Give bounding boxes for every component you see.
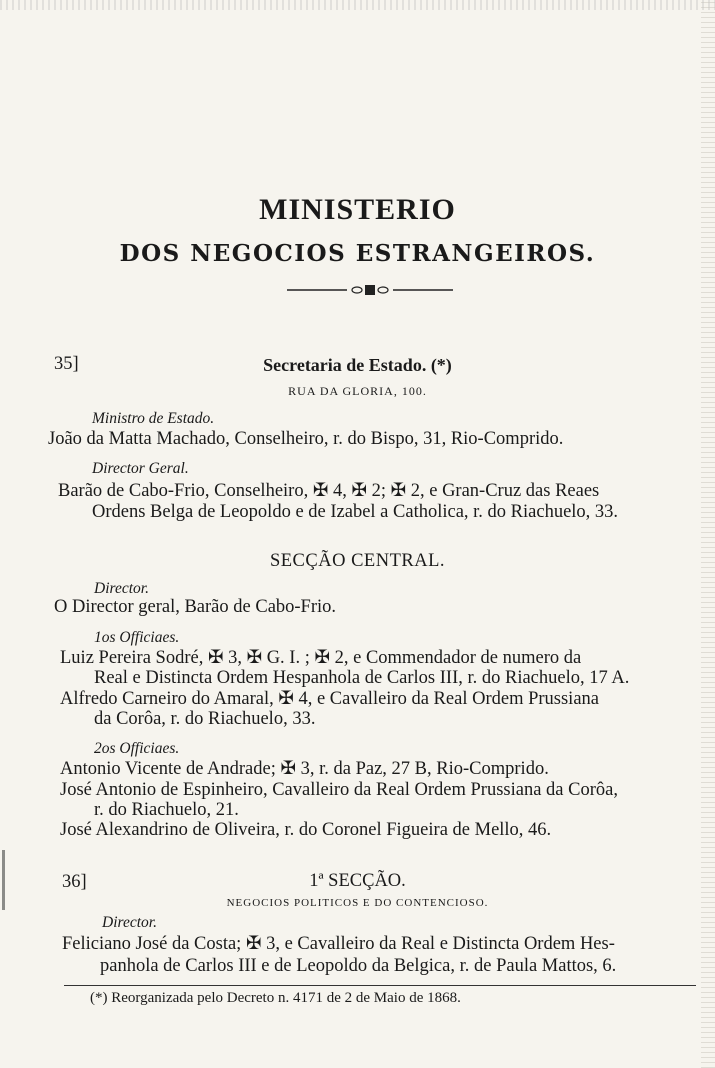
officiaes-1-label: 1os Officiaes. xyxy=(94,629,180,646)
section-address: RUA DA GLORIA, 100. xyxy=(288,384,427,398)
officiaes-1-entry-line: Alfredo Carneiro do Amaral, ✠ 4, e Cavalleiro da Real Ordem Prussiana xyxy=(60,689,599,709)
section-number: 36] xyxy=(62,872,87,892)
officiaes-1-entry-line: Luiz Pereira Sodré, ✠ 3, ✠ G. I. ; ✠ 2, e Commendador de numero da xyxy=(60,648,582,668)
officiaes-1-entry-line: da Corôa, r. do Riachuelo, 33. xyxy=(94,709,316,729)
page-edge-top xyxy=(0,0,715,10)
ministro-entry: João da Matta Machado, Conselheiro, r. do Bispo, 31, Rio-Comprido. xyxy=(48,429,564,449)
officiaes-2-entry-line: José Alexandrino de Oliveira, r. do Coronel Figueira de Mello, 46. xyxy=(60,820,552,840)
officiaes-2-entry-line: r. do Riachuelo, 21. xyxy=(94,800,239,820)
section-subheading: NEGOCIOS POLITICOS E DO CONTENCIOSO. xyxy=(226,897,489,909)
ministro-label: Ministro de Estado. xyxy=(92,410,215,427)
footnote-rule xyxy=(64,985,696,986)
director-geral-label: Director Geral. xyxy=(92,460,189,477)
section-number: 35] xyxy=(54,354,79,374)
officiaes-2-entry-line: José Antonio de Espinheiro, Cavalleiro da Real Ordem Prussiana da Corôa, xyxy=(60,780,618,800)
page-subtitle: DOS NEGOCIOS ESTRANGEIROS. xyxy=(119,240,596,267)
central-director-entry: O Director geral, Barão de Cabo-Frio. xyxy=(54,597,337,617)
officiaes-2-label: 2os Officiaes. xyxy=(94,740,180,757)
central-director-label: Director. xyxy=(94,580,149,597)
section-heading: Secretaria de Estado. (*) xyxy=(263,355,452,375)
section2-director-label: Director. xyxy=(102,914,157,931)
section2-director-entry-line1: Feliciano José da Costa; ✠ 3, e Cavalleiro da Real e Distincta Ordem Hes- xyxy=(62,934,615,954)
officiaes-2-entry-line: Antonio Vicente de Andrade; ✠ 3, r. da Paz, 27 B, Rio-Comprido. xyxy=(60,759,549,779)
section2-director-entry-line2: panhola de Carlos III e de Leopoldo da Belgica, r. de Paula Mattos, 6. xyxy=(100,956,617,976)
officiaes-1-entry-line: Real e Distincta Ordem Hespanhola de Carlos III, r. do Riachuelo, 17 A. xyxy=(94,668,630,688)
director-geral-entry-line2: Ordens Belga de Leopoldo e de Izabel a Catholica, r. do Riachuelo, 33. xyxy=(92,502,619,522)
section-heading: 1ª SECÇÃO. xyxy=(309,871,406,891)
seccao-central-heading: SECÇÃO CENTRAL. xyxy=(269,551,446,571)
footnote: (*) Reorganizada pelo Decreto n. 4171 de 2 de Maio de 1868. xyxy=(90,990,461,1006)
page-title: MINISTERIO xyxy=(259,193,456,226)
director-geral-entry-line1: Barão de Cabo-Frio, Conselheiro, ✠ 4, ✠ 2; ✠ 2, e Gran-Cruz das Reaes xyxy=(58,481,600,501)
title-ornament xyxy=(287,283,453,297)
